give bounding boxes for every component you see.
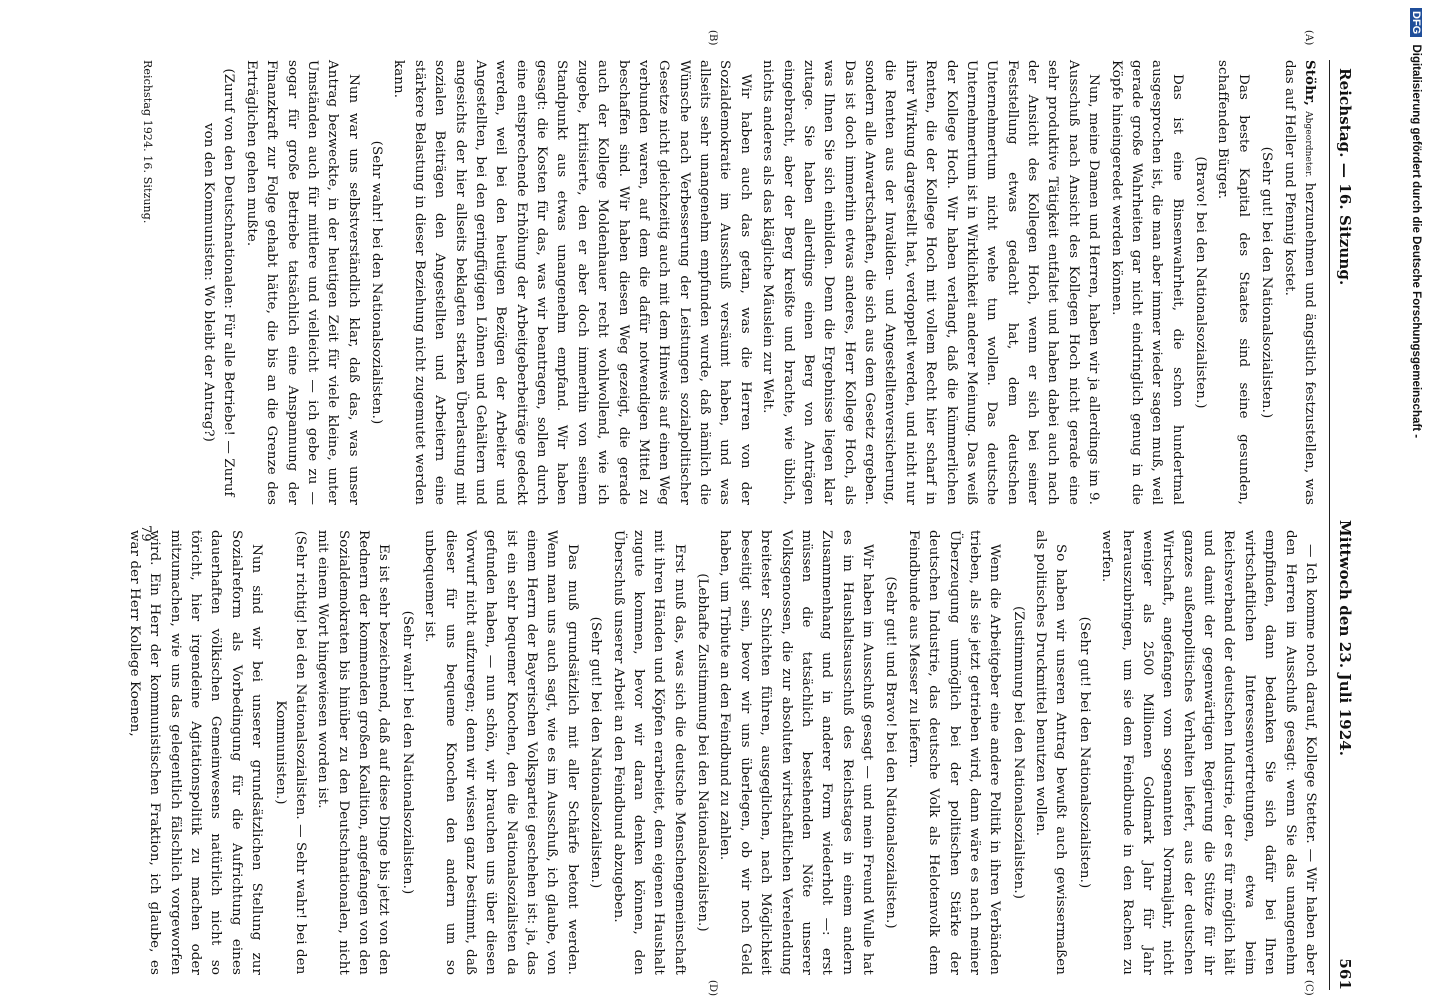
credit-text: Digitalisierung gefördert durch die Deutsche Forschungsgemeinschaft - <box>1410 44 1422 439</box>
reaction: (Sehr gut! und Bravo! bei den Nationalsozialisten.) <box>883 576 899 929</box>
reaction: (Sehr wahr! bei den Nationalsozialisten.) <box>399 610 415 895</box>
reaction: (Bravo! bei den Nationalsozialisten.) <box>1193 156 1209 409</box>
margin-mark-c: (C) <box>1303 980 1314 996</box>
reaction: (Lebhafte Zustimmung bei den Nationalsozialisten.) <box>695 573 711 932</box>
paragraph: Das muß grundsätzlich mit aller Schärfe betont werden. Wenn man uns auch sagt, wie es im Ausschuß, ich glaube, von einem Herrn der Bayerischen Volkspartei geschehen ist: ja, das ist ein sehr bequemer Knochen, den die Nationalsozialisten da gefunden haben, — nun schön, wir brauchen uns über diesen Vorwurf nicht aufzuregen; denn wir wissen ganz bestimmt, daß dieser für uns bequeme Knochen den andern um so unbequemer ist. <box>422 530 580 975</box>
scanned-page <box>70 0 1410 1000</box>
document-sheet <box>110 30 1360 997</box>
margin-mark-a: (A) <box>1303 30 1314 46</box>
paragraph: Es ist sehr bezeichnend, daß auf diese Dinge bis jetzt von den Rednern der kommenden großen Koalition, angefangen von den Sozialdemokraten bis hinüber zu den Deutschnationalen, nicht mit einem Wort hingewiesen worden ist. <box>315 530 392 975</box>
paragraph-text: herzunehmen und ängstlich festzustellen, was das auf Heller und Pfennig kostet. <box>1281 60 1317 506</box>
paragraph: Nun, meine Damen und Herren, haben wir ja allerdings im 9. Ausschuß nach Ansicht des Kollegen Hoch nicht gerade eine sehr produktive Tätigkeit entfaltet und haben dabei auch nach der Ansicht des Kollegen Hoch, wenn er sich bei seiner Feststellung etwas gedacht hat, dem deutschen Unternehmertum nicht wehe tun wollen. Das deutsche Unternehmertum ist in Wirklichkeit anderer Meinung. Das weiß der Kollege Hoch. Wir haben verlangt, daß die kümmerlichen Renten, die der Kollege Hoch mit vollem Recht hier scharf in ihrer Wirkung dargestellt hat, verdoppelt werden, und nicht nur die Renten aus der Invaliden- und Angestelltenversicherung, sondern alle Anwartschaften, die sich aus dem Gesetz ergeben. Das ist doch immerhin etwas anderes, Herr Kollege Hoch, als was Ihnen Sie sich einbilden. Denn die Ergebnisse liegen klar zutage. Sie haben allerdings einen Berg von Anträgen eingebracht, aber der Berg kreißte und brachte, wie üblich, nichts anderes als das klägliche Mäuslein zur Welt. <box>760 60 1102 505</box>
speaker-name: Stöhr, <box>1302 60 1318 106</box>
signature-number: 79 <box>138 525 153 542</box>
reaction: (Sehr richtig! bei den Nationalsozialisten. — Sehr wahr! bei den Kommunisten.) <box>272 530 308 975</box>
paragraph: So haben wir unseren Antrag bewußt auch gewissermaßen als politisches Druckmittel benutzen wollen. <box>1033 530 1069 975</box>
page-header <box>1329 60 1360 990</box>
paragraph: Das beste Kapital des Staates sind seine gesunden, schaffenden Bürger. <box>1215 60 1251 505</box>
reaction: (Sehr gut! bei den Nationalsozialisten.) <box>588 616 604 889</box>
reaction: (Zuruf von den Deutschnationalen: Für alle Betriebe! — Zuruf von den Kommunisten: Wo bleibt der Antrag?) <box>201 68 237 497</box>
left-column <box>160 60 1320 505</box>
footer-left: Reichstag 1924. 16. Sitzung. <box>141 60 154 224</box>
paragraph: Wir haben im Ausschuß gesagt — und mein Freund Wulle hat es im Haushaltsausschuß des Reichstages in einem andern Zusammenhang und in anderer Form wiederholt —: erst müssen die tatsächlich bestehenden Nöte unserer Volksgenossen, die zur absoluten wirtschaftlichen Verelendung breitester Schichten führen, ausgeglichen, nach Möglichkeit beseitigt sein, bevor wir uns überlegen, ob wir noch Geld haben, um Tribute an den Feindbund zu zahlen. <box>717 530 876 975</box>
reaction: (Zustimmung bei den Nationalsozialisten.) <box>1010 605 1026 900</box>
paragraph: Wir haben auch das getan, was die Herren von der Sozialdemokratie im Ausschuß versäumt haben, und was allseits sehr unangenehm empfunden wurde, daß nämlich die Wünsche nach Verbesserung der Leistungen sozialpolitischer Gesetze nicht gleichzeitig auch mit dem Hinweis auf einen Weg verbunden waren, auf dem die dafür notwendigen Mittel zu beschaffen sind. Wir haben diesen Weg gezeigt, die gerade auch der Kollege Moldenhauer recht wohlwollend, wie ich zugebe, kritisierte, den er aber doch immerhin von seinem Standpunkt aus etwas unangenehm empfand. Wir haben gesagt: die Kosten für das, was wir beantragen, sollen durch eine entsprechende Erhöhung der Arbeitgeberbeiträge gedeckt werden, weil bei den heutigen Bezügen der Arbeiter und Angestellten, bei den geringfügigen Löhnen und Gehältern und angesichts der hier allseits beklagten starken Überlastung mit sozialen Beiträgen den Angestellten und Arbeitern eine stärkere Belastung in dieser Beziehung nicht zugemutet werden kann. <box>391 60 753 505</box>
paragraph: Nun war uns selbstverständlich klar, daß das, was unser Antrag bezweckte, in der heutigen Zeit für viele kleine, unter Umständen auch für mittlere und vielleicht — ich gebe zu — sogar für große Betriebe tatsächlich eine Anspannung der Finanzkraft zur Folge gehabt hätte, die bis an die Grenze des Erträglichen gehen mußte. <box>243 60 361 505</box>
page-number: 561 <box>1336 958 1354 990</box>
paragraph <box>1278 60 1320 505</box>
paragraph: Wenn die Arbeitgeber eine andere Politik in ihren Verbänden trieben, als sie jetzt getrieben wird, dann wäre es nach meiner Überzeugung unmöglich bei der politischen Stärke der deutschen Industrie, das deutsche Volk als Helotenvolk dem Feindbunde aus Messer zu liefern. <box>905 530 1003 975</box>
digitization-credit <box>1402 8 1422 988</box>
header-left: Reichstag. — 16. Sitzung. <box>1336 68 1354 286</box>
paragraph: — Ich komme noch darauf, Kollege Stetter. — Wir haben aber den Herren im Ausschuß gesagt: wenn Sie das unangenehm empfinden, dann bedanken Sie sich dafür bei Ihren wirtschaftlichen Interessenvertretungen, etwa beim Reichsverband der deutschen Industrie, der es für möglich hält und damit der gegenwärtigen Regierung die Stütze für ihr ganzes außenpolitisches Verhalten liefert, aus der deutschen Wirtschaft, angefangen vom sogenannten Normaljahr, nicht weniger als 2500 Millionen Goldmark Jahr für Jahr herauszubringen, um sie dem Feindbunde in den Rachen zu werfen. <box>1099 530 1318 975</box>
paragraph: Das ist eine Binsenwahrheit, die schon hundertmal ausgesprochen ist, die man aber immer wieder sagen muß, weil gerade große Wahrheiten gar nicht eindringlich genug in die Köpfe hineingeredet werden können. <box>1108 60 1185 505</box>
reaction: (Sehr gut! bei den Nationalsozialisten.) <box>1259 146 1275 419</box>
speaker-role: Abgeordneter. <box>1303 111 1313 178</box>
reaction: (Sehr gut! bei den Nationalsozialisten.) <box>1076 616 1092 889</box>
margin-mark-d: (D) <box>707 980 718 997</box>
header-date: Mittwoch den 23. Juli 1924. <box>1336 520 1354 757</box>
paragraph: Nun sind wir bei unserer grundsätzlichen Stellung zur Sozialreform als Vorbedingung für die Aufrichtung eines dauerhaften völkischen Gemeinwesens natürlich nicht so töricht, hier irgendeine Agitationspolitik zu machen oder mitzumachen, wie uns das gelegentlich fälschlich vorgeworfen wird. Ein Herr der kommunistischen Fraktion, ich glaube, es war der Herr Kollege Koenen, <box>127 530 265 975</box>
reaction: (Sehr wahr! bei den Nationalsozialisten.) <box>369 140 385 425</box>
dfg-logo-badge: DFG <box>1410 8 1422 37</box>
margin-mark-b: (B) <box>707 30 718 46</box>
paragraph: Erst muß das, was sich die deutsche Menschengemeinschaft mit ihren Händen und Köpfen erarbeitet, dem eigenen Haushalt zugute kommen, bevor wir daran denken können, den Überschuß unserer Arbeit an den Feindbund abzugeben. <box>610 530 687 975</box>
